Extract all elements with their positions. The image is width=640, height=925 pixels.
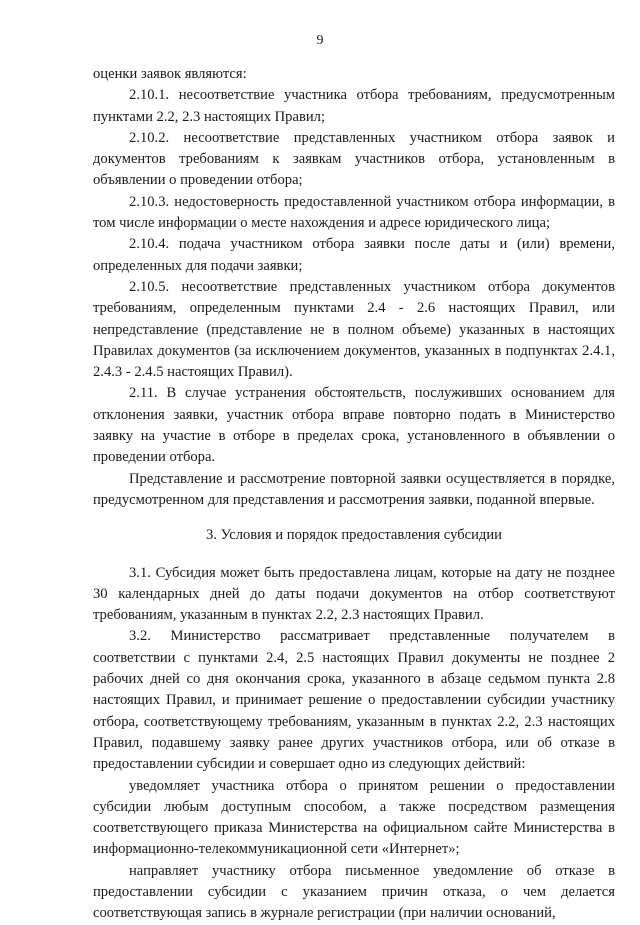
section-heading: 3. Условия и порядок предоставления субсидии <box>206 527 502 544</box>
paragraph: 2.10.4. подача участником отбора заявки после даты и (или) времени, определенных для подачи заявки; <box>93 236 615 274</box>
paragraph: оценки заявок являются: <box>93 66 247 82</box>
paragraph: 3.1. Субсидия может быть предоставлена лицам, которые на дату не позднее 30 календарных дней до даты подачи документов на отбор соответствуют требованиям, указанным в пунктах 2.2, 2.3 настоящих Правил. <box>93 564 615 624</box>
section-3 <box>93 563 615 925</box>
page-number: 9 <box>316 33 324 48</box>
paragraph: 2.10.3. недостоверность предоставленной участником отбора информации, в том числе информации о месте нахождения и адресе юридического лица; <box>93 193 615 232</box>
paragraph: 2.10.1. несоответствие участника отбора требованиям, предусмотренным пунктами 2.2, 2.3 настоящих Правил; <box>93 87 615 125</box>
paragraph: уведомляет участника отбора о принятом решении о предоставлении субсидии любым доступным способом, а также посредством размещения соответствующего приказа Министерства на официальном сайте Министерства в информационно-телекоммуникационной сети «Интернет»; <box>93 777 615 858</box>
paragraph: 2.10.5. несоответствие представленных участником отбора документов требованиям, определенным пунктами 2.4 - 2.6 настоящих Правил, или непредставление (представление не в полном объеме) указанных в настоящих Правилах документов (за исключением документов, указанных в подпунктах 2.4.1, 2.4.3 - 2.4.5 настоящих Правил). <box>93 278 615 381</box>
paragraph: 2.11. В случае устранения обстоятельств, послуживших основанием для отклонения заявки, участник отбора вправе повторно подать в Министерство заявку на участие в отборе в пределах срока, установленного в объявлении о проведении отбора. <box>93 385 615 466</box>
paragraph: 3.2. Министерство рассматривает представленные получателем в соответствии с пунктами 2.4, 2.5 настоящих Правил документы не позднее 2 рабочих дней со дня окончания срока, указанного в абзаце седьмом пункта 2.8 настоящих Правил, и принимает решение о предоставлении субсидии участнику отбора, соответствующему требованиям, указанным в пунктах 2.2, 2.3 настоящих Правил, подавшему заявку ранее других участников отбора, или об отказе в предоставлении субсидии и совершает одно из следующих действий: <box>93 628 615 773</box>
section-2-continuation <box>93 64 615 511</box>
document-body <box>93 64 615 925</box>
paragraph: 2.10.2. несоответствие представленных участником отбора заявок и документов требованиям к заявкам участников отбора, установленным в объявлении о проведении отбора; <box>93 129 615 189</box>
paragraph: Представление и рассмотрение повторной заявки осуществляется в порядке, предусмотренном для представления и рассмотрения заявки, поданной впервые. <box>93 470 615 508</box>
paragraph: направляет участнику отбора письменное уведомление об отказе в предоставлении субсидии с указанием причин отказа, о чем делается соответствующая запись в журнале регистрации (при наличии оснований, <box>93 862 615 922</box>
